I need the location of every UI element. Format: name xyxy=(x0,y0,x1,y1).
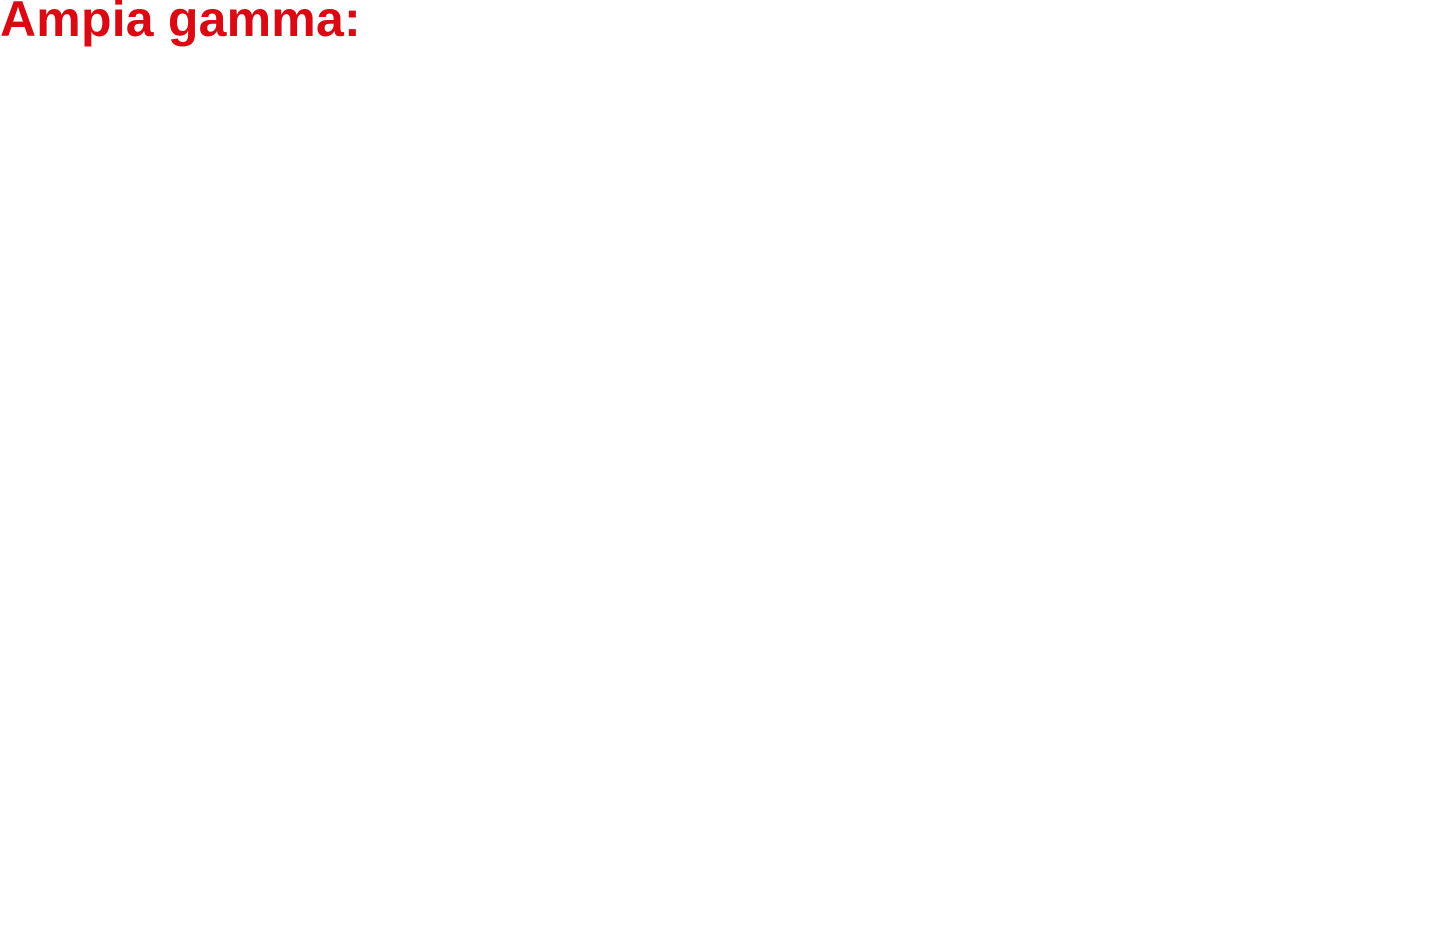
section-heading: Ampia gamma: xyxy=(0,0,361,47)
